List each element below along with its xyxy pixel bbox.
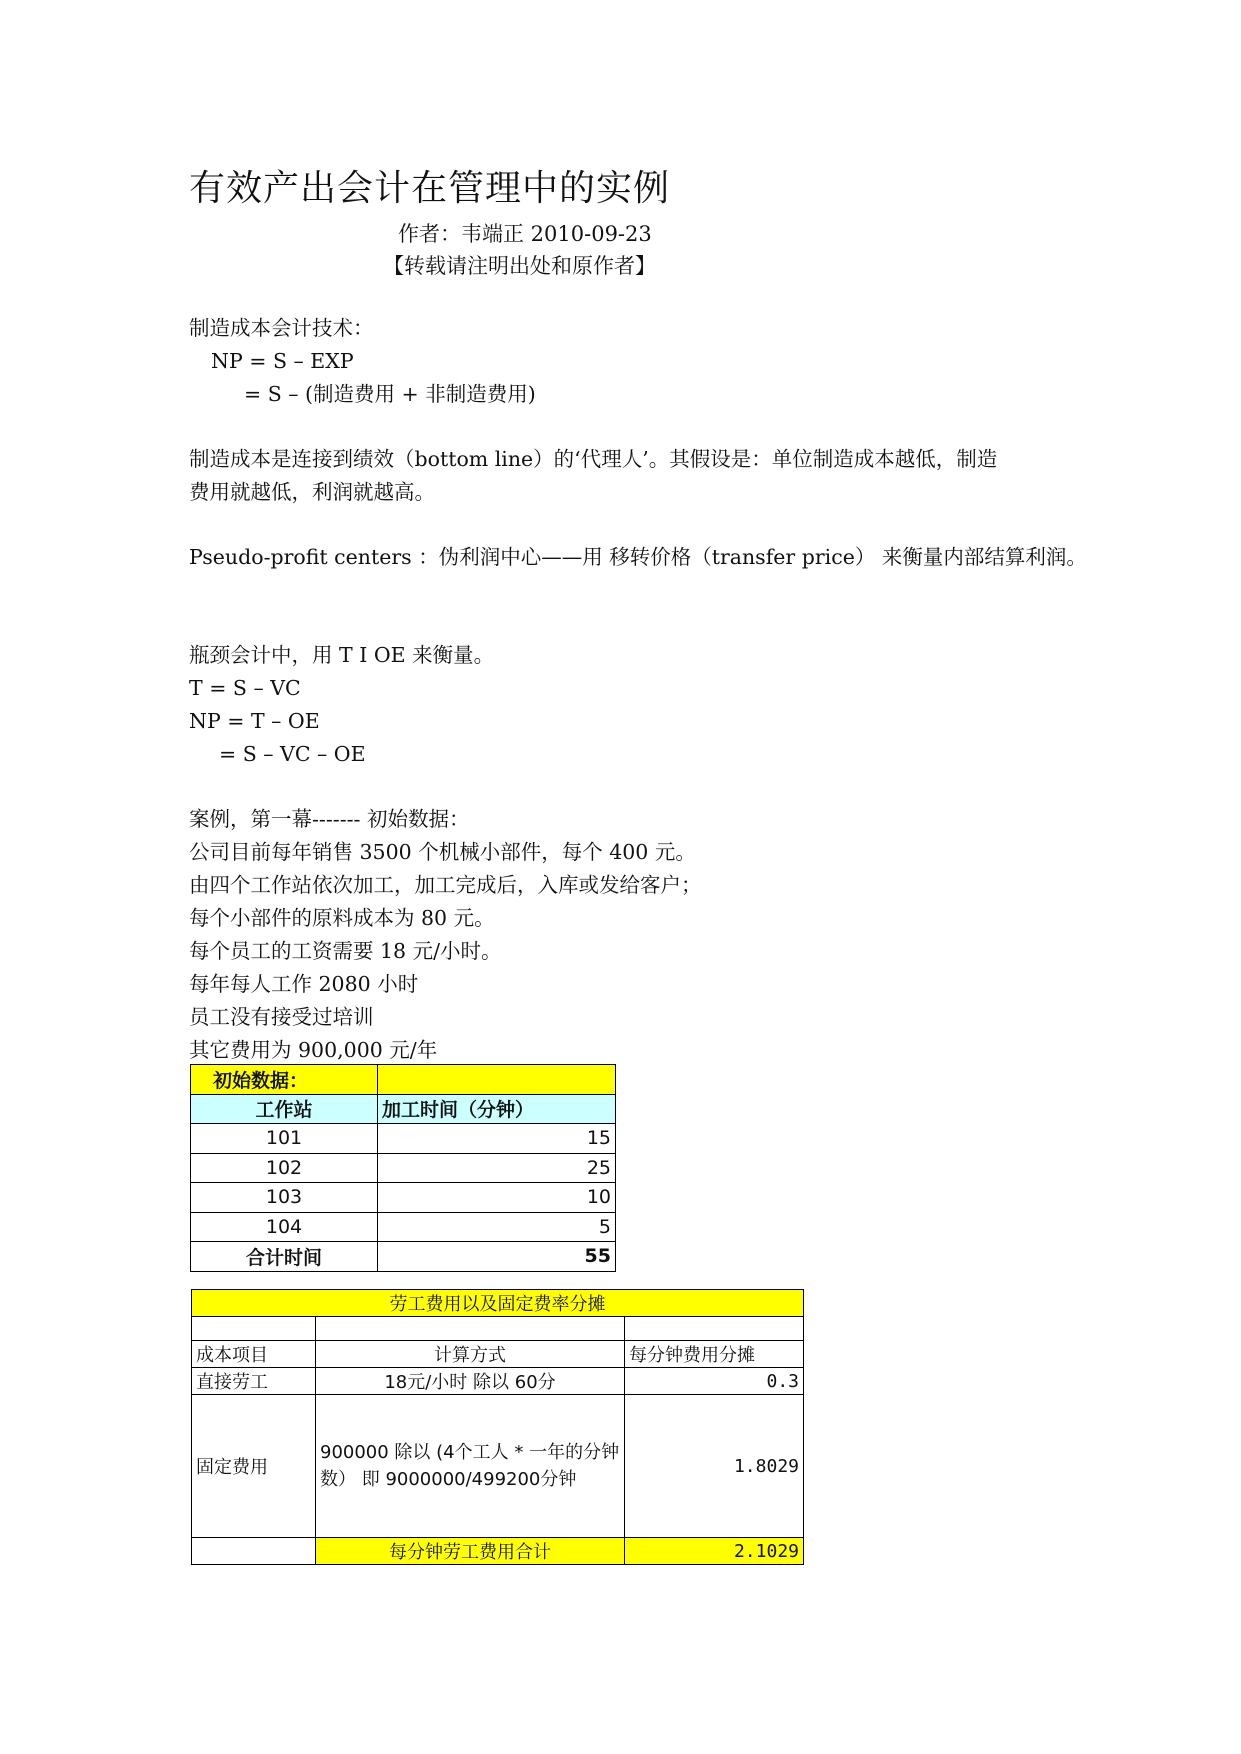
station-cell: 103 xyxy=(191,1183,378,1213)
column-header-minutes: 加工时间（分钟） xyxy=(378,1094,616,1124)
case-line: 每个员工的工资需要 18 元/小时。 xyxy=(189,939,502,963)
blank-cell xyxy=(625,1317,804,1341)
case-line: 员工没有接受过培训 xyxy=(189,1005,374,1029)
table-title: 劳工费用以及固定费率分摊 xyxy=(192,1290,804,1317)
blank-cell xyxy=(192,1538,316,1565)
item-cell: 直接劳工 xyxy=(192,1368,316,1395)
method-cell: 900000 除以 (4个工人 * 一年的分钟数） 即 9000000/499200分钟 xyxy=(316,1395,625,1538)
document-title: 有效产出会计在管理中的实例 xyxy=(189,168,671,209)
column-header-station: 工作站 xyxy=(191,1094,378,1124)
station-cell: 101 xyxy=(191,1124,378,1154)
pseudo-profit-line: Pseudo-profit centers ：伪利润中心——用 移转价格（transfer price） 来衡量内部结算利润。 xyxy=(189,545,1087,569)
table-row xyxy=(191,1212,616,1242)
value-cell: 0.3 xyxy=(625,1368,804,1395)
tioe-equation-2: NP = T – OE xyxy=(189,709,320,733)
total-label: 每分钟劳工费用合计 xyxy=(316,1538,625,1565)
mfg-heading: 制造成本会计技术： xyxy=(189,316,374,340)
table-row xyxy=(191,1183,616,1213)
table-row xyxy=(191,1153,616,1183)
mfg-paragraph-line-1: 制造成本是连接到绩效（bottom line）的‘代理人’。其假设是：单位制造成本越低，制造 xyxy=(189,447,998,471)
total-value: 2.1029 xyxy=(625,1538,804,1565)
copyright-notice: 【转载请注明出处和原作者】 xyxy=(383,254,656,278)
labor-cost-table xyxy=(191,1289,804,1565)
case-line: 其它费用为 900,000 元/年 xyxy=(189,1038,438,1062)
case-line: 公司目前每年销售 3500 个机械小部件，每个 400 元。 xyxy=(189,840,696,864)
minutes-cell: 25 xyxy=(378,1153,616,1183)
mfg-equation-2: = S – (制造费用 + 非制造费用) xyxy=(244,382,536,406)
tioe-heading: 瓶颈会计中，用 T I OE 来衡量。 xyxy=(189,643,495,667)
minutes-cell: 5 xyxy=(378,1212,616,1242)
total-row xyxy=(191,1242,616,1272)
total-value: 55 xyxy=(378,1242,616,1272)
table-row xyxy=(192,1368,804,1395)
case-line: 案例，第一幕------- 初始数据： xyxy=(189,807,470,831)
blank-cell xyxy=(316,1317,625,1341)
case-line: 每个小部件的原料成本为 80 元。 xyxy=(189,906,495,930)
initial-data-table xyxy=(190,1064,616,1272)
station-cell: 104 xyxy=(191,1212,378,1242)
method-cell: 18元/小时 除以 60分 xyxy=(316,1368,625,1395)
mfg-equation-1: NP = S – EXP xyxy=(211,349,354,373)
column-header-method: 计算方式 xyxy=(316,1341,625,1368)
column-header-per-minute: 每分钟费用分摊 xyxy=(625,1341,804,1368)
author-line: 作者：韦端正 2010-09-23 xyxy=(398,222,652,246)
total-row xyxy=(192,1538,804,1565)
mfg-paragraph-line-2: 费用就越低，利润就越高。 xyxy=(189,480,435,504)
total-label: 合计时间 xyxy=(191,1242,378,1272)
case-line: 由四个工作站依次加工，加工完成后，入库或发给客户； xyxy=(189,873,702,897)
table-row xyxy=(192,1395,804,1538)
station-cell: 102 xyxy=(191,1153,378,1183)
tioe-equation-3: = S – VC – OE xyxy=(219,742,366,766)
case-line: 每年每人工作 2080 小时 xyxy=(189,972,419,996)
item-cell: 固定费用 xyxy=(192,1395,316,1538)
value-cell: 1.8029 xyxy=(625,1395,804,1538)
table-title: 初始数据： xyxy=(191,1065,378,1095)
tioe-equation-1: T = S – VC xyxy=(189,676,301,700)
table-row xyxy=(191,1124,616,1154)
minutes-cell: 15 xyxy=(378,1124,616,1154)
blank-cell xyxy=(192,1317,316,1341)
column-header-item: 成本项目 xyxy=(192,1341,316,1368)
minutes-cell: 10 xyxy=(378,1183,616,1213)
table-title-blank xyxy=(378,1065,616,1095)
